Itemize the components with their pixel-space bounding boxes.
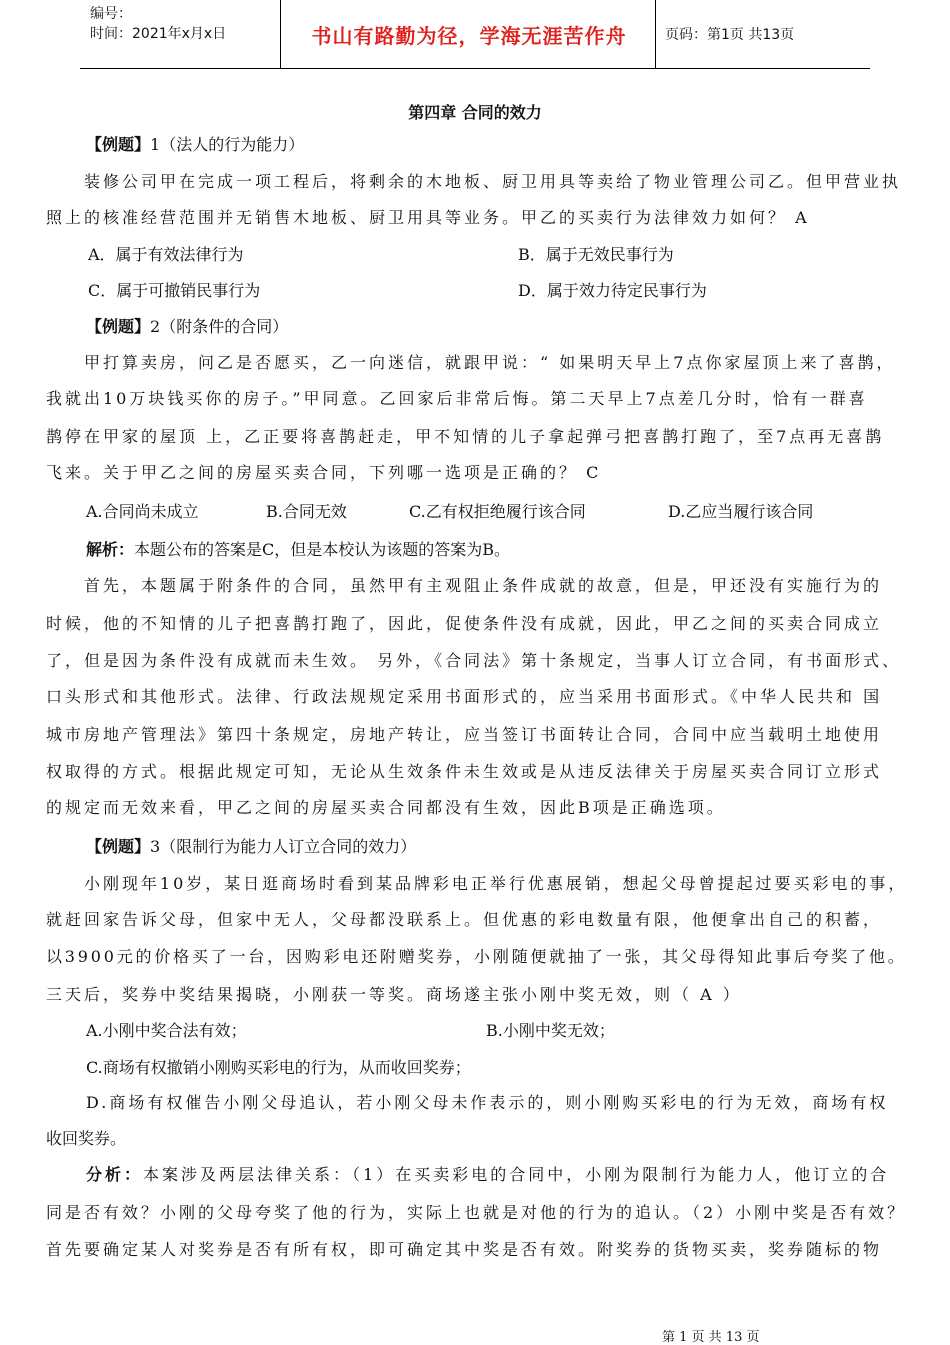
divider [280, 0, 281, 68]
line-text: C．属于可撤销民事行为 [88, 281, 261, 300]
line-text: 收回奖券。 [46, 1129, 127, 1148]
text-line [88, 245, 244, 265]
time-label: 时间：2021年x月x日 [90, 26, 227, 42]
line-lead-label: 【例题】 [86, 135, 151, 154]
text-line [86, 540, 510, 560]
text-line [518, 281, 707, 301]
text-line [46, 427, 884, 447]
line-text: 照上的核准经营范围并无销售木地板、厨卫用具等业务。甲乙的买卖行为法律效力如何？ A [46, 208, 810, 227]
line-text: 2（附条件的合同） [150, 317, 289, 336]
line-text: 首先要确定某人对奖券是否有所有权，即可确定其中奖是否有效。附奖券的货物买卖，奖券随标的物 [46, 1240, 883, 1259]
line-text: 就赶回家告诉父母，但家中无人，父母都没联系上。但优惠的彩电数量有限，他便拿出自己的积蓄， [46, 910, 883, 929]
text-line [86, 1021, 247, 1041]
text-line [266, 502, 347, 522]
header-page-info: 页码：第1页 共13页 [665, 27, 795, 43]
text-line [46, 985, 742, 1005]
text-line [46, 725, 882, 745]
line-text: 1（法人的行为能力） [150, 135, 305, 154]
text-line [46, 463, 601, 483]
text-line [84, 576, 882, 596]
header-meta [90, 4, 226, 44]
text-line [46, 208, 810, 228]
text-line [86, 837, 416, 857]
text-line [46, 910, 882, 930]
line-lead-label: 解析： [86, 540, 135, 559]
page-header [80, 0, 870, 69]
header-motto: 书山有路勤为径，学海无涯苦作舟 [311, 24, 627, 48]
line-text: 了，但是因为条件没有成就而未生效。 另外，《合同法》第十条规定，当事人订立合同，有书面形式、 [46, 651, 902, 670]
line-text: 口头形式和其他形式。法律、行政法规规定采用书面形式的，应当采用书面形式。《中华人民共和 国 [46, 687, 883, 706]
text-line [86, 1165, 889, 1185]
line-text: 权取得的方式。根据此规定可知，无论从生效条件未生效或是从违反法律关于房屋买卖合同订立形式 [46, 762, 883, 781]
text-line [46, 651, 901, 671]
text-line [86, 1093, 888, 1113]
line-text: 我就出10万块钱买你的房子。”甲同意。乙回家后非常后悔。第二天早上7点差几分时，恰有一群喜 [46, 389, 868, 408]
line-text: 本案涉及两层法律关系：（1）在买卖彩电的合同中，小刚为限制行为能力人，他订立的合 [143, 1165, 890, 1184]
text-line [46, 687, 882, 707]
line-text: C.乙有权拒绝履行该合同 [409, 502, 586, 521]
text-line [486, 1021, 615, 1041]
line-text: D.商场有权催告小刚父母追认，若小刚父母未作表示的，则小刚购买彩电的行为无效，商场有权 [86, 1093, 889, 1112]
line-text: B.合同无效 [266, 502, 347, 521]
text-line [46, 1203, 906, 1223]
line-text: 鹊停在甲家的屋顶 上，乙正要将喜鹊赶走，甲不知情的儿子拿起弹弓把喜鹊打跑了，至7点再无喜鹊 [46, 427, 885, 446]
line-text: 飞来。关于甲乙之间的房屋买卖合同，下列哪一选项是正确的？ C [46, 463, 602, 482]
chapter-title: 第四章 合同的效力 [408, 103, 542, 122]
text-line [84, 172, 901, 192]
line-text: A.小刚中奖合法有效； [86, 1021, 247, 1040]
number-label: 编号： [90, 6, 132, 22]
text-line [86, 1058, 471, 1078]
text-line [88, 281, 260, 301]
line-text: 时候，他的不知情的儿子把喜鹊打跑了，因此，促使条件没有成就，因此，甲乙之间的买卖合同成立 [46, 614, 883, 633]
line-text: 以3900元的价格买了一台，因购彩电还附赠奖券，小刚随便就抽了一张，其父母得知此事后夸奖了他。 [46, 947, 907, 966]
line-text: D．属于效力待定民事行为 [518, 281, 707, 300]
line-text: 小刚现年10岁，某日逛商场时看到某品牌彩电正举行优惠展销，想起父母曾提起过要买彩电的事， [84, 874, 908, 893]
text-line [46, 798, 726, 818]
line-text: 3（限制行为能力人订立合同的效力） [150, 837, 417, 856]
line-text: 同是否有效？小刚的父母夸奖了他的行为，实际上也就是对他的行为的追认。（2）小刚中奖是否有效？ [46, 1203, 907, 1222]
text-line [46, 389, 868, 409]
line-text: 装修公司甲在完成一项工程后，将剩余的木地板、厨卫用具等卖给了物业管理公司乙。但甲营业执 [84, 172, 902, 191]
text-line [86, 317, 288, 337]
page-footer: 第 1 页 共 13 页 [662, 1330, 760, 1345]
text-line [46, 1129, 126, 1149]
line-text: 城市房地产管理法》第四十条规定，房地产转让，应当签订书面转让合同，合同中应当载明土地使用 [46, 725, 883, 744]
line-text: A．属于有效法律行为 [88, 245, 244, 264]
divider [655, 0, 656, 68]
text-line [46, 947, 907, 967]
line-lead-label: 【例题】 [86, 837, 151, 856]
text-line [86, 502, 199, 522]
line-text: B.小刚中奖无效； [486, 1021, 615, 1040]
text-line [409, 502, 586, 522]
line-lead-label: 【例题】 [86, 317, 151, 336]
text-line [518, 245, 674, 265]
text-line [84, 353, 895, 373]
text-line [668, 502, 813, 522]
text-line [84, 874, 907, 894]
line-text: A.合同尚未成立 [86, 502, 199, 521]
line-text: B．属于无效民事行为 [518, 245, 674, 264]
line-text: D.乙应当履行该合同 [668, 502, 814, 521]
line-text: 的规定而无效来看，甲乙之间的房屋买卖合同都没有生效，因此B项是正确选项。 [46, 798, 726, 817]
line-text: 三天后，奖券中奖结果揭晓，小刚获一等奖。商场遂主张小刚中奖无效，则（ A ） [46, 985, 742, 1004]
line-text: 首先，本题属于附条件的合同，虽然甲有主观阻止条件成就的故意，但是，甲还没有实施行为的 [84, 576, 883, 595]
text-line [86, 135, 304, 155]
text-line [46, 1240, 882, 1260]
line-text: 甲打算卖房，问乙是否愿买，乙一向迷信，就跟甲说：“ 如果明天早上7点你家屋顶上来了喜鹊， [84, 353, 896, 372]
text-line [46, 614, 882, 634]
line-text: C.商场有权撤销小刚购买彩电的行为，从而收回奖券； [86, 1058, 471, 1077]
text-line [46, 762, 882, 782]
line-text: 本题公布的答案是C，但是本校认为该题的答案为B。 [134, 540, 511, 559]
line-lead-label: 分析： [86, 1165, 144, 1184]
